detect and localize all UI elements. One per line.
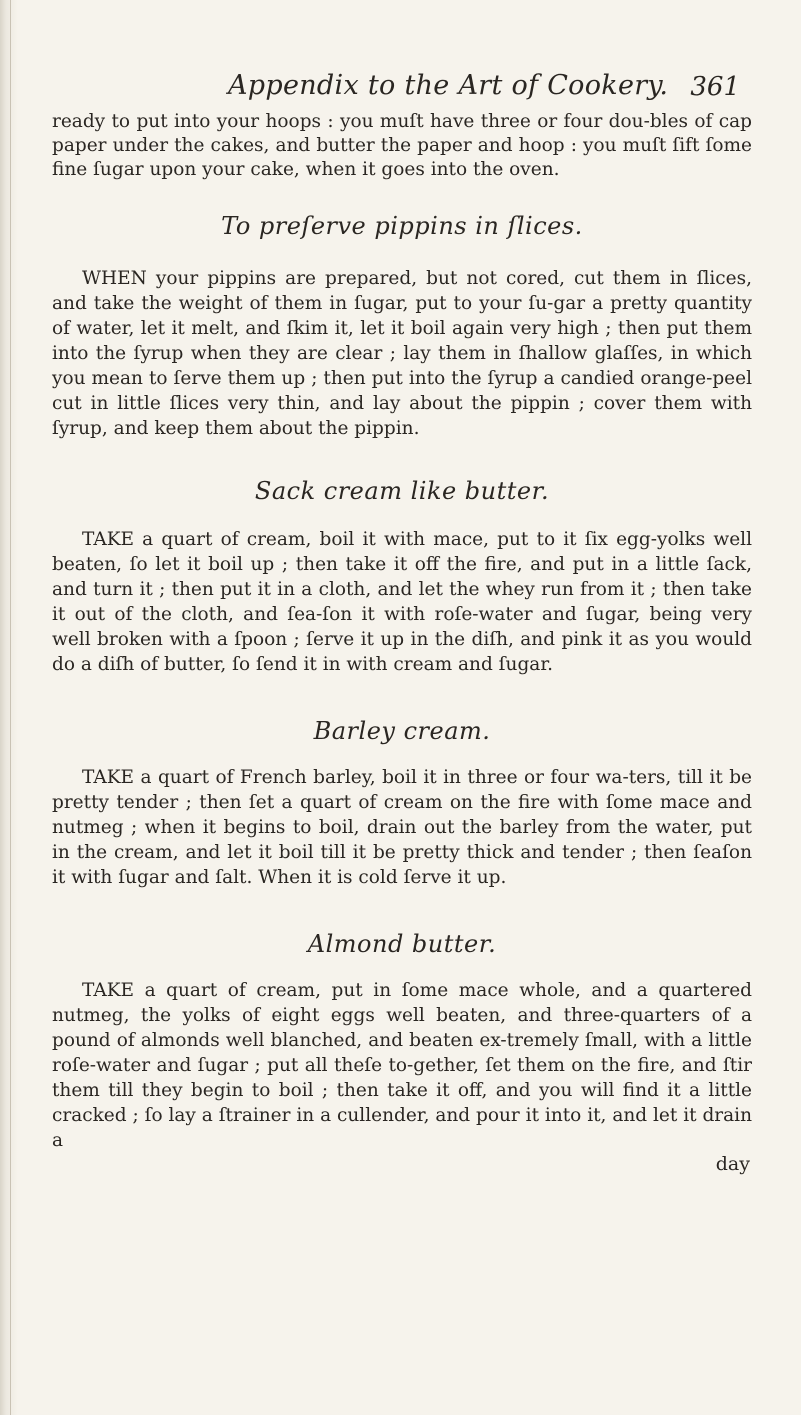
catchword: day — [715, 1153, 750, 1175]
recipe-heading-barley-cream: Barley cream. — [313, 717, 491, 745]
recipe-body-sack-cream: TAKE a quart of cream, boil it with mace, put to it ſix egg-yolks well beaten, ſo let it boil up ; then take it off the fire, and put in a little ſack, and turn it ; then put it in a cloth, and let the whey run from it ; then take it out of the cloth, and ſea-ſon it with roſe-water and ſugar, being very well broken with a ſpoon ; ſerve it up in the diſh, and pink it as you would do a diſh of butter, ſo ſend it in with cream and ſugar. — [52, 529, 752, 675]
page-number: 361 — [690, 72, 740, 102]
recipe-heading-almond-butter: Almond butter. — [307, 930, 497, 958]
running-title: Appendix to the Art of Cookery. — [228, 70, 669, 101]
recipe-body-almond-butter: TAKE a quart of cream, put in ſome mace whole, and a quartered nutmeg, the yolks of eight eggs well beaten, and three-quarters of a pound of almonds well blanched, and beaten ex-tremely ſmall, with a little roſe-water and ſugar ; put all theſe to-gether, ſet them on the fire, and ſtir them till they begin to boil ; then take it off, and you will find it a little cracked ; ſo lay a ſtrainer in a cullender, and pour it into it, and let it drain a — [52, 980, 752, 1151]
text-block — [52, 110, 752, 1175]
recipe-heading-preserve-pippins: To preſerve pippins in ſlices. — [221, 212, 583, 240]
page-binding-edge — [0, 0, 11, 1415]
recipe-heading-sack-cream: Sack cream like butter. — [254, 477, 550, 505]
recipe-body-barley-cream: TAKE a quart of French barley, boil it in three or four wa-ters, till it be pretty tender ; then ſet a quart of cream on the fire with ſome mace and nutmeg ; when it begins to boil, drain out the barley from the water, put in the cream, and let it boil till it be pretty thick and tender ; then ſeaſon it with ſugar and ſalt. When it is cold ſerve it up. — [52, 767, 752, 888]
recipe-body-preserve-pippins: WHEN your pippins are prepared, but not cored, cut them in ſlices, and take the weight of them in ſugar, put to your ſu-gar a pretty quantity of water, let it melt, and ſkim it, let it boil again very high ; then put them into the ſyrup when they are clear ; lay them in ſhallow glaſſes, in which you mean to ſerve them up ; then put into the ſyrup a candied orange-peel cut in little ſlices very thin, and lay about the pippin ; cover them with ſyrup, and keep them about the pippin. — [52, 268, 752, 439]
continuation-paragraph: ready to put into your hoops : you muſt have three or four dou-bles of cap paper under the cakes, and butter the paper and hoop : you muſt ſift ſome fine ſugar upon your cake, when it goes into the oven. — [52, 111, 752, 180]
page-header — [50, 70, 750, 110]
